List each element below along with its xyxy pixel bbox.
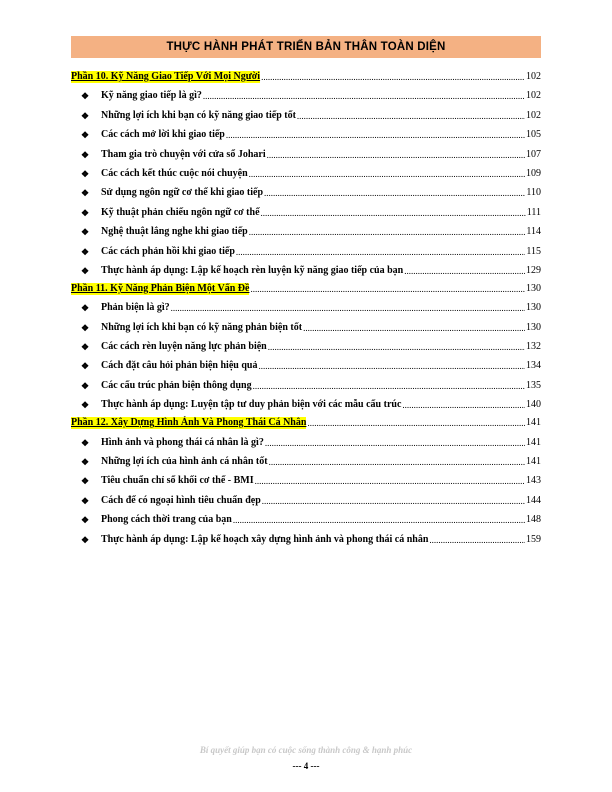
toc-item-row[interactable] bbox=[71, 451, 541, 470]
dot-leader bbox=[236, 246, 525, 258]
diamond-bullet-icon: ❖ bbox=[81, 495, 90, 506]
toc-entry-label: Phần 10. Kỹ Năng Giao Tiếp Với Mọi Người bbox=[71, 71, 261, 82]
diamond-bullet-icon: ❖ bbox=[81, 303, 90, 314]
toc-entry-label: Kỹ năng giao tiếp là gì? bbox=[101, 90, 202, 102]
toc-entry-label: Thực hành áp dụng: Lập kế hoạch xây dựng hình ảnh và phong thái cá nhân bbox=[101, 533, 429, 545]
dot-leader bbox=[261, 71, 525, 83]
toc-item-row[interactable] bbox=[71, 297, 541, 316]
toc-page-number: 159 bbox=[526, 533, 541, 545]
diamond-bullet-icon: ❖ bbox=[81, 342, 90, 353]
toc-page-number: 130 bbox=[526, 321, 541, 333]
toc-item-row[interactable] bbox=[71, 489, 541, 508]
diamond-bullet-icon: ❖ bbox=[81, 207, 90, 218]
diamond-bullet-icon: ❖ bbox=[81, 322, 90, 333]
dot-leader bbox=[268, 341, 525, 353]
diamond-bullet-icon: ❖ bbox=[81, 91, 90, 102]
toc-page-number: 144 bbox=[526, 494, 541, 506]
dot-leader bbox=[429, 534, 525, 546]
toc-page-number: 107 bbox=[526, 148, 541, 160]
toc-item-row[interactable] bbox=[71, 201, 541, 220]
toc-item-row[interactable] bbox=[71, 143, 541, 162]
dot-leader bbox=[402, 399, 525, 411]
toc-entry-label: Các cách kết thúc cuộc nói chuyện bbox=[101, 167, 248, 179]
diamond-bullet-icon: ❖ bbox=[81, 130, 90, 141]
toc-item-row[interactable] bbox=[71, 528, 541, 547]
diamond-bullet-icon: ❖ bbox=[81, 168, 90, 179]
toc-entry-label: Thực hành áp dụng: Lập kế hoạch rèn luyện kỹ năng giao tiếp của bạn bbox=[101, 264, 404, 276]
diamond-bullet-icon: ❖ bbox=[81, 227, 90, 238]
toc-entry-label: Kỹ thuật phản chiếu ngôn ngữ cơ thể bbox=[101, 206, 260, 218]
page-header bbox=[71, 36, 541, 58]
page-number: --- 4 --- bbox=[292, 761, 320, 771]
toc-entry-label: Tiêu chuẩn chỉ số khối cơ thể - BMI bbox=[101, 475, 254, 487]
dot-leader bbox=[226, 129, 525, 141]
toc-item-row[interactable] bbox=[71, 470, 541, 489]
dot-leader bbox=[269, 456, 525, 468]
toc-item-row[interactable] bbox=[71, 336, 541, 355]
dot-leader bbox=[303, 322, 525, 334]
toc-section-row[interactable] bbox=[71, 413, 541, 431]
dot-leader bbox=[264, 187, 525, 199]
dot-leader bbox=[233, 514, 525, 526]
toc-page-number: 141 bbox=[526, 456, 541, 468]
dot-leader bbox=[297, 110, 525, 122]
toc-item-row[interactable] bbox=[71, 374, 541, 393]
toc-page-number: 102 bbox=[526, 71, 541, 82]
dot-leader bbox=[250, 283, 525, 295]
toc-item-row[interactable] bbox=[71, 394, 541, 413]
toc-page-number: 143 bbox=[526, 475, 541, 487]
toc-entry-label: Các cách phản hồi khi giao tiếp bbox=[101, 245, 235, 257]
toc-page-number: 114 bbox=[526, 226, 541, 238]
diamond-bullet-icon: ❖ bbox=[81, 457, 90, 468]
toc-page-number: 102 bbox=[526, 109, 541, 121]
toc-entry-label: Phần 12. Xây Dựng Hình Ảnh Và Phong Thái Cá Nhân bbox=[71, 417, 307, 429]
toc-item-row[interactable] bbox=[71, 355, 541, 374]
toc-page-number: 111 bbox=[526, 206, 541, 218]
toc-page-number: 134 bbox=[526, 360, 541, 372]
toc-item-row[interactable] bbox=[71, 260, 541, 279]
diamond-bullet-icon: ❖ bbox=[81, 380, 90, 391]
dot-leader bbox=[307, 417, 525, 429]
toc-entry-label: Nghệ thuật lắng nghe khi giao tiếp bbox=[101, 226, 248, 238]
toc-item-row[interactable] bbox=[71, 316, 541, 335]
toc-page-number: 140 bbox=[526, 399, 541, 411]
toc-entry-label: Các cách rèn luyện năng lực phản biện bbox=[101, 341, 267, 353]
dot-leader bbox=[249, 168, 525, 180]
toc-section-row[interactable] bbox=[71, 279, 541, 297]
diamond-bullet-icon: ❖ bbox=[81, 110, 90, 121]
toc-entry-label: Các cách mở lời khi giao tiếp bbox=[101, 129, 225, 141]
toc-entry-label: Những lợi ích khi bạn có kỹ năng phản biện tốt bbox=[101, 321, 303, 333]
toc-item-row[interactable] bbox=[71, 509, 541, 528]
toc-entry-label: Sử dụng ngôn ngữ cơ thể khi giao tiếp bbox=[101, 187, 264, 199]
toc-entry-label: Tham gia trò chuyện với cửa sổ Johari bbox=[101, 148, 266, 160]
dot-leader bbox=[258, 360, 525, 372]
toc-item-row[interactable] bbox=[71, 221, 541, 240]
toc-item-row[interactable] bbox=[71, 85, 541, 104]
dot-leader bbox=[265, 437, 525, 449]
diamond-bullet-icon: ❖ bbox=[81, 534, 90, 545]
toc-entry-label: Thực hành áp dụng: Luyện tập tư duy phản biện với các mẫu cấu trúc bbox=[101, 399, 402, 411]
diamond-bullet-icon: ❖ bbox=[81, 246, 90, 257]
header-title: THỰC HÀNH PHÁT TRIỂN BẢN THÂN TOÀN DIỆN bbox=[166, 41, 446, 53]
dot-leader bbox=[404, 265, 525, 277]
toc-entry-label: Cách đặt câu hỏi phản biện hiệu quả bbox=[101, 360, 258, 372]
diamond-bullet-icon: ❖ bbox=[81, 437, 90, 448]
toc-page-number: 132 bbox=[526, 341, 541, 353]
toc-page-number: 130 bbox=[526, 302, 541, 314]
toc-entry-label: Những lợi ích khi bạn có kỹ năng giao tiếp tốt bbox=[101, 109, 296, 121]
dot-leader bbox=[249, 226, 526, 238]
diamond-bullet-icon: ❖ bbox=[81, 188, 90, 199]
toc-entry-label: Hình ảnh và phong thái cá nhân là gì? bbox=[101, 436, 264, 448]
diamond-bullet-icon: ❖ bbox=[81, 265, 90, 276]
diamond-bullet-icon: ❖ bbox=[81, 149, 90, 160]
toc-page-number: 141 bbox=[526, 417, 541, 429]
dot-leader bbox=[253, 380, 525, 392]
diamond-bullet-icon: ❖ bbox=[81, 361, 90, 372]
toc-page-number: 110 bbox=[526, 187, 541, 199]
toc-section-row[interactable] bbox=[71, 67, 541, 85]
dot-leader bbox=[267, 149, 525, 161]
toc-entry-label: Các cấu trúc phản biện thông dụng bbox=[101, 379, 252, 391]
toc-item-row[interactable] bbox=[71, 104, 541, 123]
toc-item-row[interactable] bbox=[71, 124, 541, 143]
toc-item-row[interactable] bbox=[71, 431, 541, 450]
toc-entry-label: Phần 11. Kỹ Năng Phản Biện Một Vấn Đề bbox=[71, 282, 250, 294]
toc-page-number: 102 bbox=[526, 90, 541, 102]
toc-page-number: 148 bbox=[526, 514, 541, 526]
table-of-contents bbox=[71, 67, 541, 548]
toc-entry-label: Cách để có ngoại hình tiêu chuẩn đẹp bbox=[101, 494, 261, 506]
toc-page-number: 105 bbox=[526, 129, 541, 141]
toc-page-number: 135 bbox=[526, 379, 541, 391]
diamond-bullet-icon: ❖ bbox=[81, 515, 90, 526]
toc-page-number: 129 bbox=[526, 264, 541, 276]
toc-page-number: 130 bbox=[526, 282, 541, 294]
toc-entry-label: Phong cách thời trang của bạn bbox=[101, 514, 232, 526]
diamond-bullet-icon: ❖ bbox=[81, 400, 90, 411]
toc-item-row[interactable] bbox=[71, 163, 541, 182]
dot-leader bbox=[261, 207, 526, 219]
toc-page-number: 141 bbox=[526, 436, 541, 448]
toc-entry-label: Phản biện là gì? bbox=[101, 302, 170, 314]
dot-leader bbox=[255, 475, 525, 487]
toc-entry-label: Những lợi ích của hình ảnh cá nhân tốt bbox=[101, 456, 268, 468]
dot-leader bbox=[171, 302, 525, 314]
toc-item-row[interactable] bbox=[71, 240, 541, 259]
dot-leader bbox=[262, 495, 525, 507]
toc-page-number: 109 bbox=[526, 167, 541, 179]
toc-item-row[interactable] bbox=[71, 182, 541, 201]
dot-leader bbox=[203, 90, 525, 102]
diamond-bullet-icon: ❖ bbox=[81, 476, 90, 487]
footer-slogan: Bí quyết giúp bạn có cuộc sống thành công & hạnh phúc bbox=[199, 745, 413, 755]
toc-page-number: 115 bbox=[526, 245, 541, 257]
